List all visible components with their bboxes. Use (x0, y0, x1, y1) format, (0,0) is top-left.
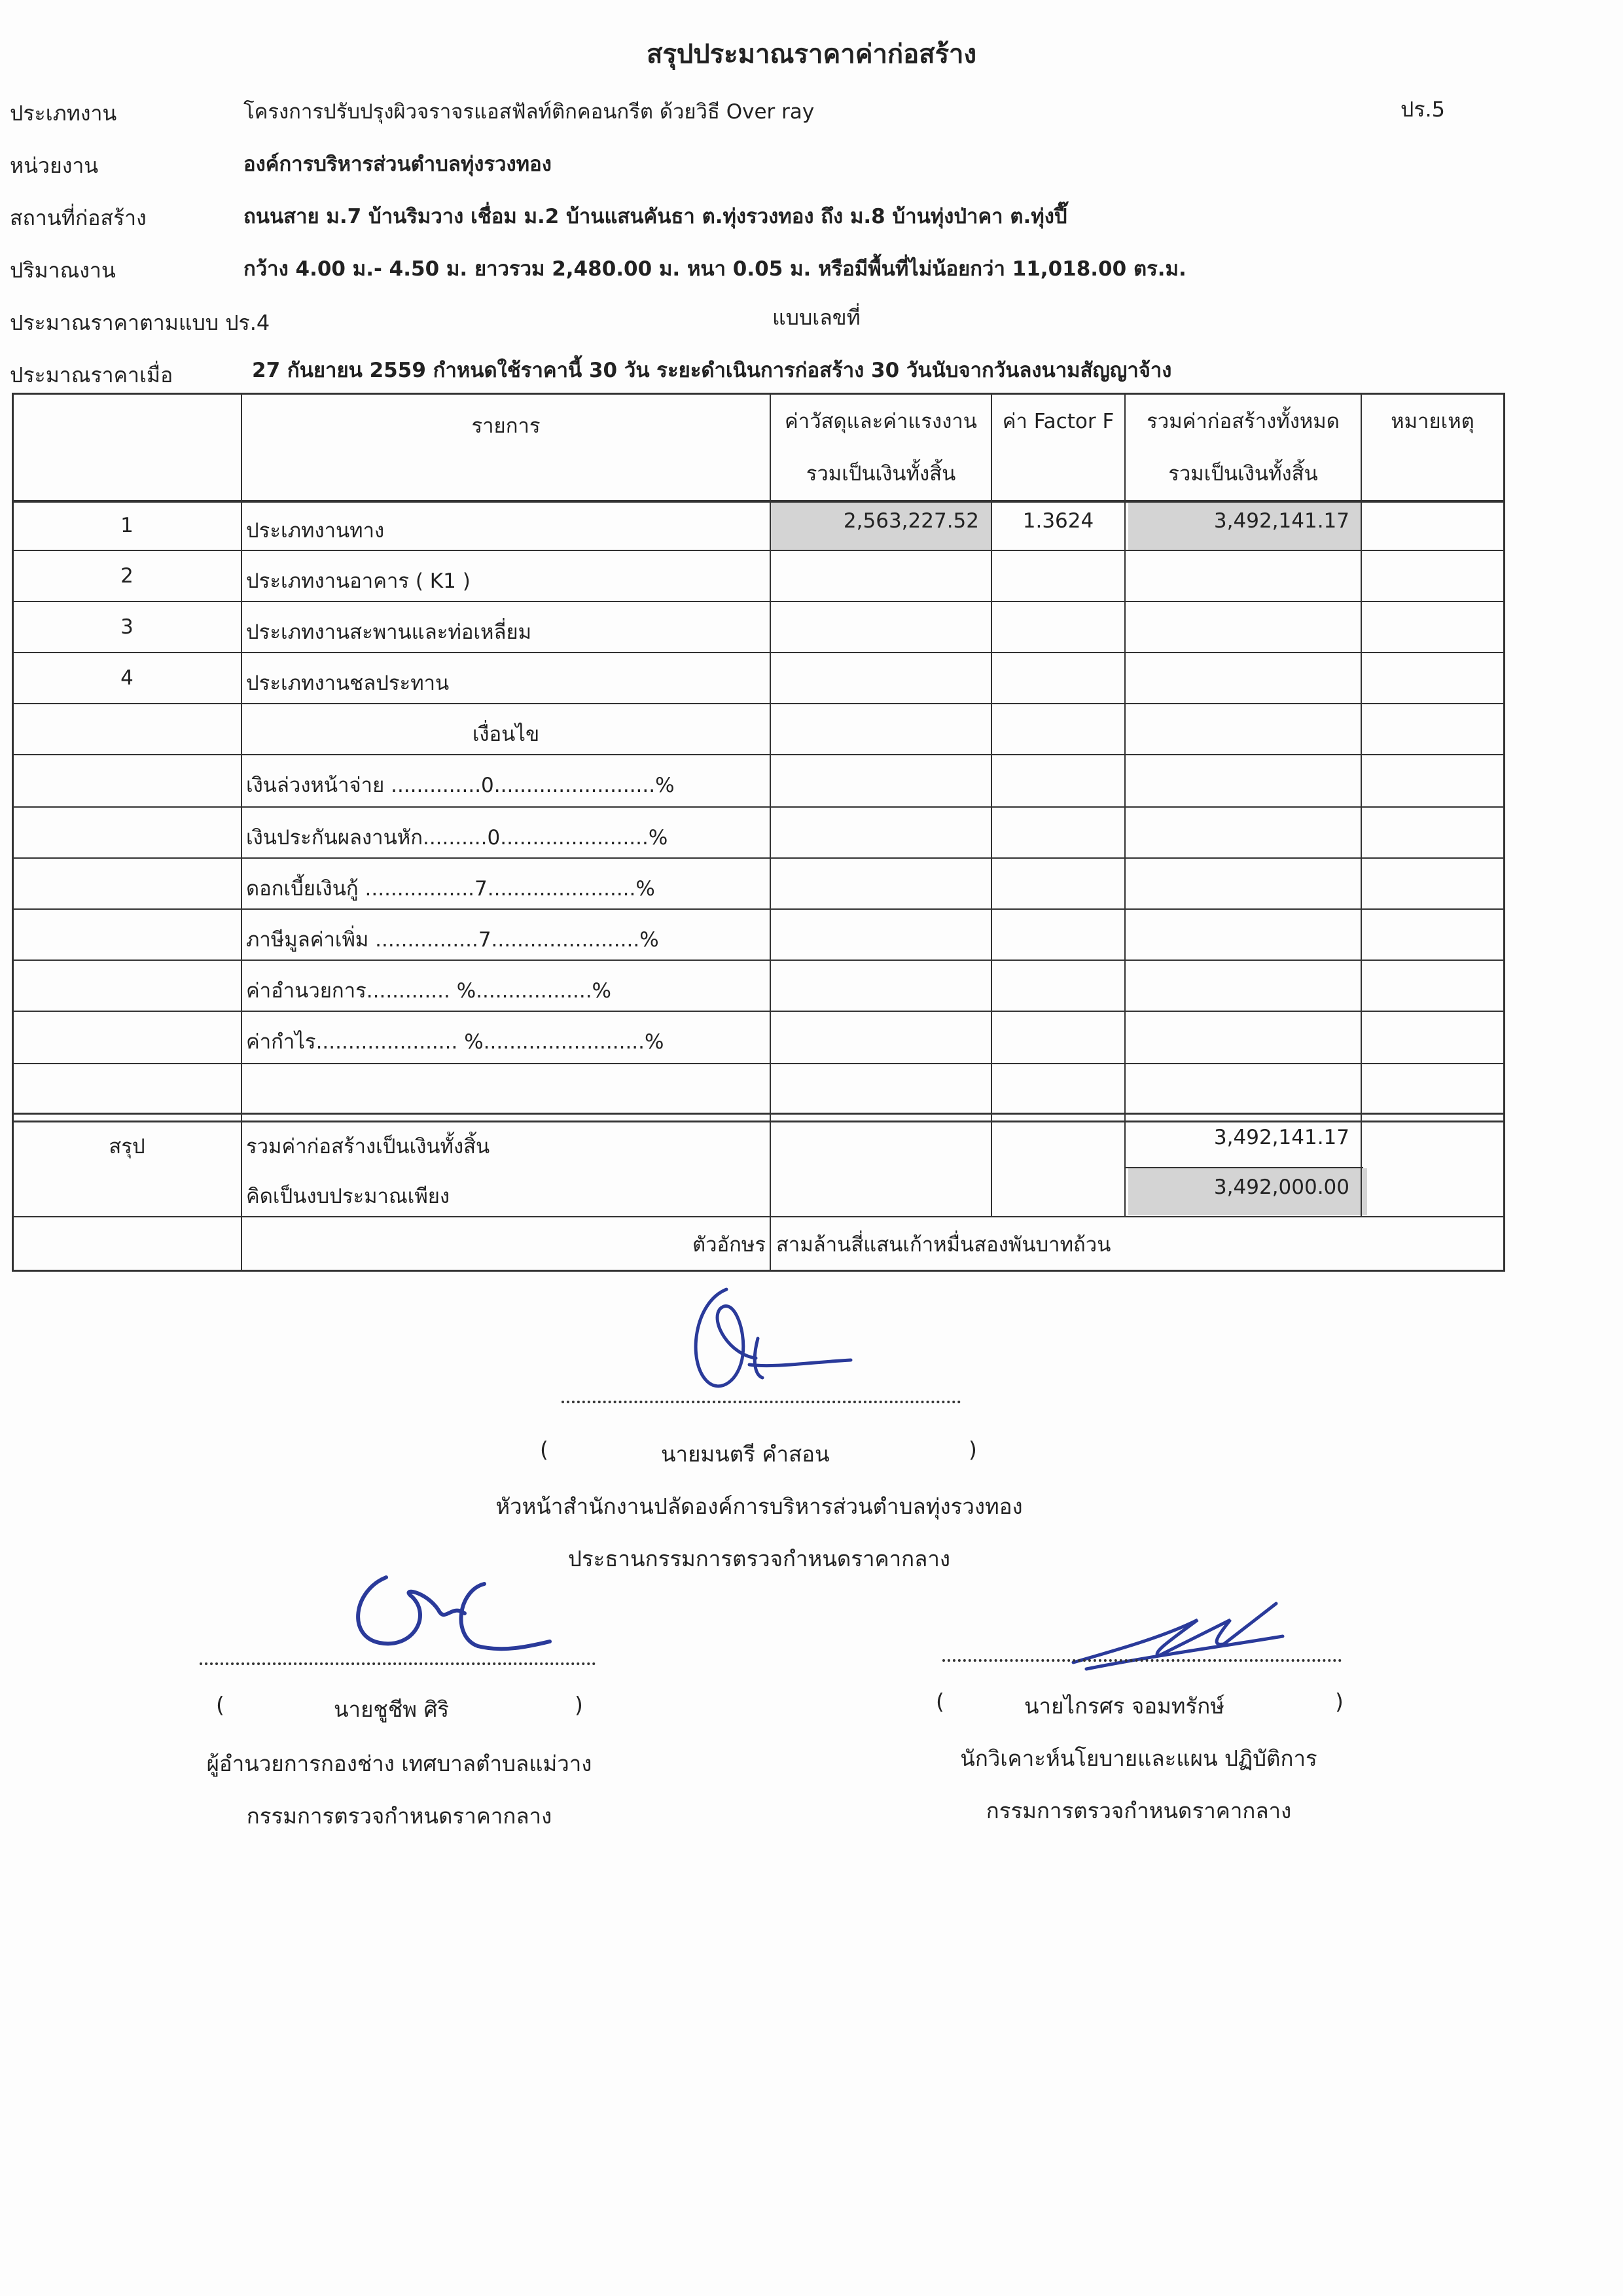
header-material-cost-line1: ค่าวัสดุและค่าแรงงาน (785, 410, 977, 433)
form-code: ปร.5 (1400, 97, 1446, 122)
condition-profit: ค่ากำไร...................... %.........................% (246, 1030, 664, 1054)
row-1-factor: 1.3624 (1022, 509, 1094, 533)
left-name: นายชูชีพ ศิริ (334, 1696, 450, 1722)
right-close-paren: ) (1335, 1689, 1344, 1714)
chair-position-line2: ประธานกรรมการตรวจกำหนดราคากลาง (567, 1546, 951, 1571)
header-total-line1: รวมค่าก่อสร้างทั้งหมด (1147, 410, 1340, 433)
row-1-no: 1 (120, 514, 134, 537)
left-signature-image (334, 1564, 582, 1662)
location-value: ถนนสาย ม.7 บ้านริมวาง เชื่อม ม.2 บ้านแสนคันธา ต.ทุ่งรวงทอง ถึง ม.8 บ้านทุ่งป่าคา ต.ทุ่งปี๊ (243, 205, 1067, 228)
header-remark: หมายเหตุ (1391, 410, 1474, 433)
agency-value: องค์การบริหารส่วนตำบลทุ่งรวงทอง (243, 152, 552, 176)
chair-position-line1: หัวหน้าสำนักงานปลัดองค์การบริหารส่วนตำบลทุ่งรวงทอง (495, 1494, 1023, 1519)
header-total-line2: รวมเป็นเงินทั้งสิ้น (1168, 462, 1318, 486)
right-position-line2: กรรมการตรวจกำหนดราคากลาง (986, 1798, 1292, 1823)
left-signature-line (200, 1662, 596, 1665)
condition-overhead: ค่าอำนวยการ............. %..................% (246, 979, 611, 1003)
row-3-no: 3 (120, 615, 134, 639)
conditions-heading: เงื่อนไข (472, 723, 540, 746)
row-2-no: 2 (120, 564, 134, 588)
right-open-paren: ( (936, 1689, 944, 1714)
row-3-item: ประเภทงานสะพานและท่อเหลี่ยม (246, 620, 532, 644)
drawing-number-label: แบบเลขที่ (772, 305, 861, 330)
estimate-date-label: ประมาณราคาเมื่อ (10, 363, 173, 387)
summary-budget-value: 3,492,000.00 (1213, 1175, 1349, 1199)
summary-total-value: 3,492,141.17 (1213, 1126, 1349, 1149)
estimate-form-label: ประมาณราคาตามแบบ ปร.4 (10, 310, 270, 335)
page-title: สรุปประมาณราคาค่าก่อสร้าง (646, 39, 977, 69)
header-material-cost-line2: รวมเป็นเงินทั้งสิ้น (806, 462, 956, 486)
right-signature-image (1060, 1590, 1296, 1676)
condition-advance: เงินล่วงหน้าจ่าย ..............0.........................% (246, 774, 675, 797)
header-factor: ค่า Factor F (1002, 410, 1115, 433)
summary-budget-label: คิดเป็นงบประมาณเพียง (246, 1185, 450, 1208)
right-signature-line (942, 1659, 1342, 1662)
row-1-material-cost: 2,563,227.52 (843, 509, 979, 533)
amount-in-words-value: สามล้านสี่แสนเก้าหมื่นสองพันบาทถ้วน (776, 1233, 1111, 1257)
chair-name: นายมนตรี คำสอน (661, 1441, 830, 1467)
location-label: สถานที่ก่อสร้าง (10, 206, 147, 230)
quantity-label: ปริมาณงาน (10, 258, 116, 283)
amount-in-words-label: ตัวอักษร (692, 1233, 766, 1257)
row-4-no: 4 (120, 666, 134, 690)
project-type-label: ประเภทงาน (10, 101, 117, 126)
project-type-value: โครงการปรับปรุงผิวจราจรแอสฟัลท์ติกคอนกรีต ด้วยวิธี Over ray (243, 100, 815, 124)
row-1-total: 3,492,141.17 (1213, 509, 1349, 533)
left-close-paren: ) (575, 1692, 583, 1717)
right-name: นายไกรศร จอมทรักษ์ (1024, 1693, 1225, 1719)
estimate-date-value: 27 กันยายน 2559 กำหนดใช้ราคานี้ 30 วัน ระยะดำเนินการก่อสร้าง 30 วันนับจากวันลงนามสัญญาจ้าง (252, 359, 1172, 382)
left-open-paren: ( (216, 1692, 224, 1717)
condition-interest: ดอกเบี้ยเงินกู้ .................7.......................% (246, 877, 655, 901)
quantity-value: กว้าง 4.00 ม.- 4.50 ม. ยาวรวม 2,480.00 ม. หนา 0.05 ม. หรือมีพื้นที่ไม่น้อยกว่า 11,018.00 ตร.ม. (243, 257, 1186, 281)
chair-close-paren: ) (969, 1437, 977, 1462)
summary-total-label: รวมค่าก่อสร้างเป็นเงินทั้งสิ้น (246, 1135, 490, 1158)
row-2-item: ประเภทงานอาคาร ( K1 ) (246, 569, 471, 593)
summary-label: สรุป (109, 1135, 145, 1158)
left-position-line2: กรรมการตรวจกำหนดราคากลาง (246, 1803, 552, 1829)
chair-signature-line (562, 1401, 961, 1403)
chair-open-paren: ( (540, 1437, 548, 1462)
condition-retention: เงินประกันผลงานหัก..........0.......................% (246, 826, 668, 850)
row-4-item: ประเภทงานชลประทาน (246, 672, 450, 695)
agency-label: หน่วยงาน (10, 153, 99, 178)
left-position-line1: ผู้อำนวยการกองช่าง เทศบาลตำบลแม่วาง (206, 1751, 592, 1776)
right-position-line1: นักวิเคาะห์นโยบายและแผน ปฏิบัติการ (960, 1746, 1317, 1771)
chair-signature-image (681, 1283, 877, 1401)
row-1-item: ประเภทงานทาง (246, 519, 385, 543)
condition-vat: ภาษีมูลค่าเพิ่ม ................7.......................% (246, 928, 659, 952)
header-item: รายการ (471, 414, 541, 438)
